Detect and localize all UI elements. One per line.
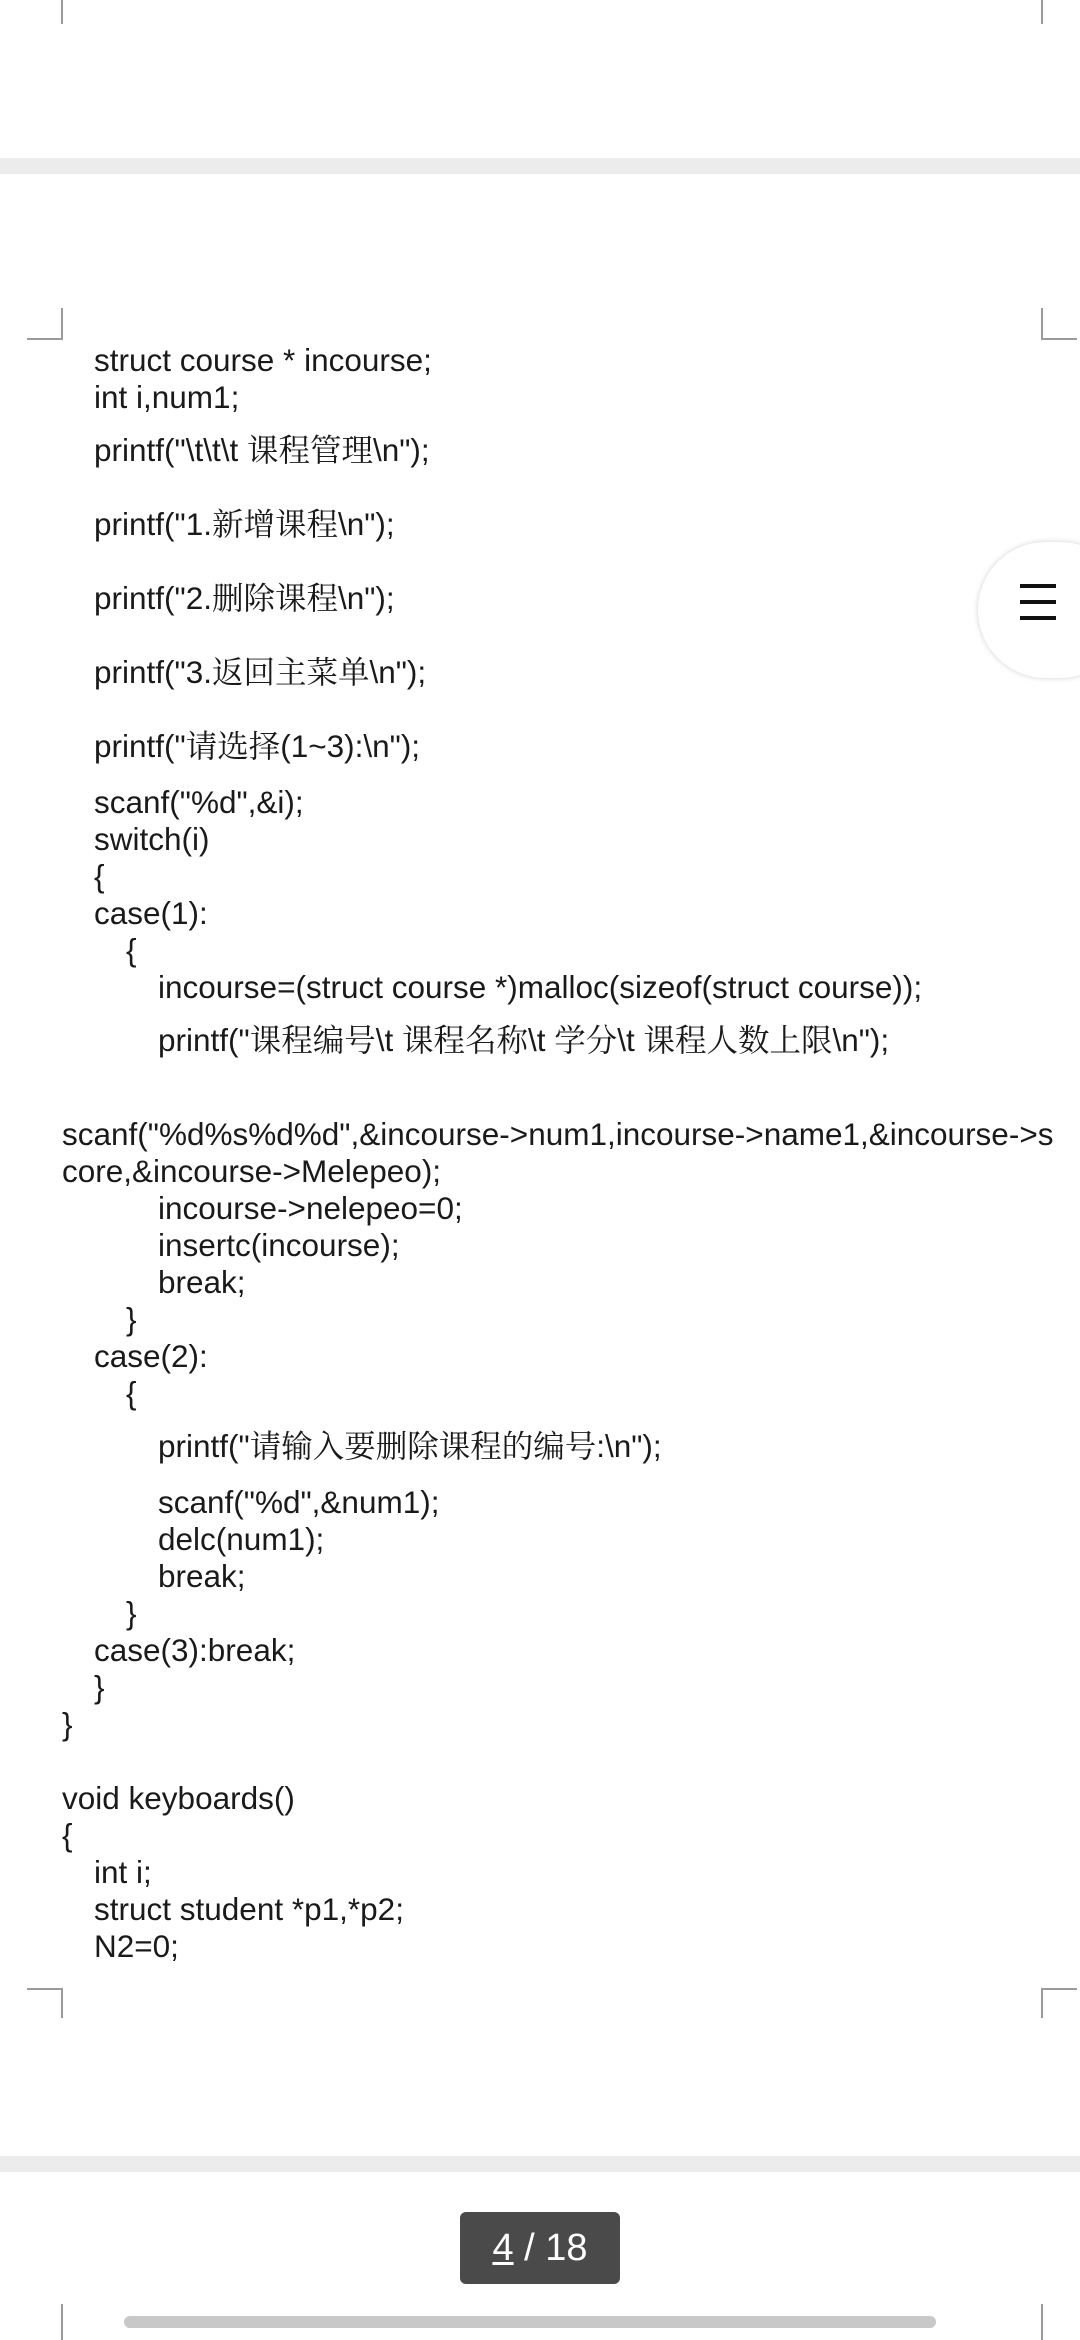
- code-line: delc(num1);: [158, 1521, 325, 1557]
- total-pages: 18: [545, 2227, 588, 2269]
- code-line: break;: [158, 1558, 246, 1594]
- code-line: printf("1.新增课程\n");: [94, 506, 395, 542]
- page-indicator[interactable]: [460, 2212, 620, 2284]
- code-line: incourse->nelepeo=0;: [158, 1190, 463, 1226]
- code-line: insertc(incourse);: [158, 1227, 400, 1263]
- crop-mark: [27, 338, 63, 340]
- code-line: printf("3.返回主菜单\n");: [94, 654, 427, 690]
- code-line: {: [126, 932, 137, 968]
- horizontal-scrollbar[interactable]: [124, 2316, 936, 2328]
- crop-mark: [1041, 308, 1043, 338]
- code-line: printf("请输入要删除课程的编号:\n");: [158, 1428, 662, 1464]
- crop-mark: [1041, 338, 1077, 340]
- code-line: case(3):break;: [94, 1632, 296, 1668]
- crop-mark: [27, 1988, 63, 1990]
- code-line: int i,num1;: [94, 379, 240, 415]
- code-line: }: [94, 1669, 105, 1705]
- code-line: case(2):: [94, 1338, 208, 1374]
- code-line: scanf("%d%s%d%d",&incourse->num1,incourse->name1,&incourse->s: [62, 1116, 1054, 1152]
- code-line: {: [94, 858, 105, 894]
- code-line: scanf("%d",&i);: [94, 784, 304, 820]
- crop-mark: [61, 308, 63, 338]
- code-line: int i;: [94, 1854, 152, 1890]
- code-line: break;: [158, 1264, 246, 1300]
- crop-mark: [1041, 1988, 1077, 1990]
- code-line: incourse=(struct course *)malloc(sizeof(struct course));: [158, 969, 923, 1005]
- page-separator: /: [513, 2227, 546, 2269]
- crop-mark: [61, 0, 63, 24]
- code-line: }: [62, 1706, 73, 1742]
- code-line: N2=0;: [94, 1928, 179, 1964]
- code-line: {: [126, 1375, 137, 1411]
- document-page: [0, 174, 1080, 2156]
- code-line: }: [126, 1301, 137, 1337]
- code-line: struct course * incourse;: [94, 342, 432, 378]
- code-line: printf("2.删除课程\n");: [94, 580, 395, 616]
- code-line: printf("\t\t\t 课程管理\n");: [94, 432, 430, 468]
- crop-mark: [1041, 0, 1043, 24]
- code-line: }: [126, 1595, 137, 1631]
- code-line: void keyboards(): [62, 1780, 295, 1816]
- hamburger-menu-icon: [1020, 584, 1056, 634]
- code-line: struct student *p1,*p2;: [94, 1891, 404, 1927]
- crop-mark: [1041, 2304, 1043, 2340]
- code-line: switch(i): [94, 821, 210, 857]
- current-page-number[interactable]: 4: [492, 2227, 514, 2269]
- code-line: printf("课程编号\t 课程名称\t 学分\t 课程人数上限\n");: [158, 1022, 890, 1058]
- code-line: scanf("%d",&num1);: [158, 1484, 440, 1520]
- crop-mark: [61, 2304, 63, 2340]
- crop-mark: [1041, 1988, 1043, 2018]
- code-line: {: [62, 1817, 73, 1853]
- code-line: core,&incourse->Melepeo);: [62, 1153, 442, 1189]
- code-line: printf("请选择(1~3):\n");: [94, 728, 421, 764]
- code-line: case(1):: [94, 895, 208, 931]
- crop-mark: [61, 1988, 63, 2018]
- previous-page: [0, 0, 1080, 158]
